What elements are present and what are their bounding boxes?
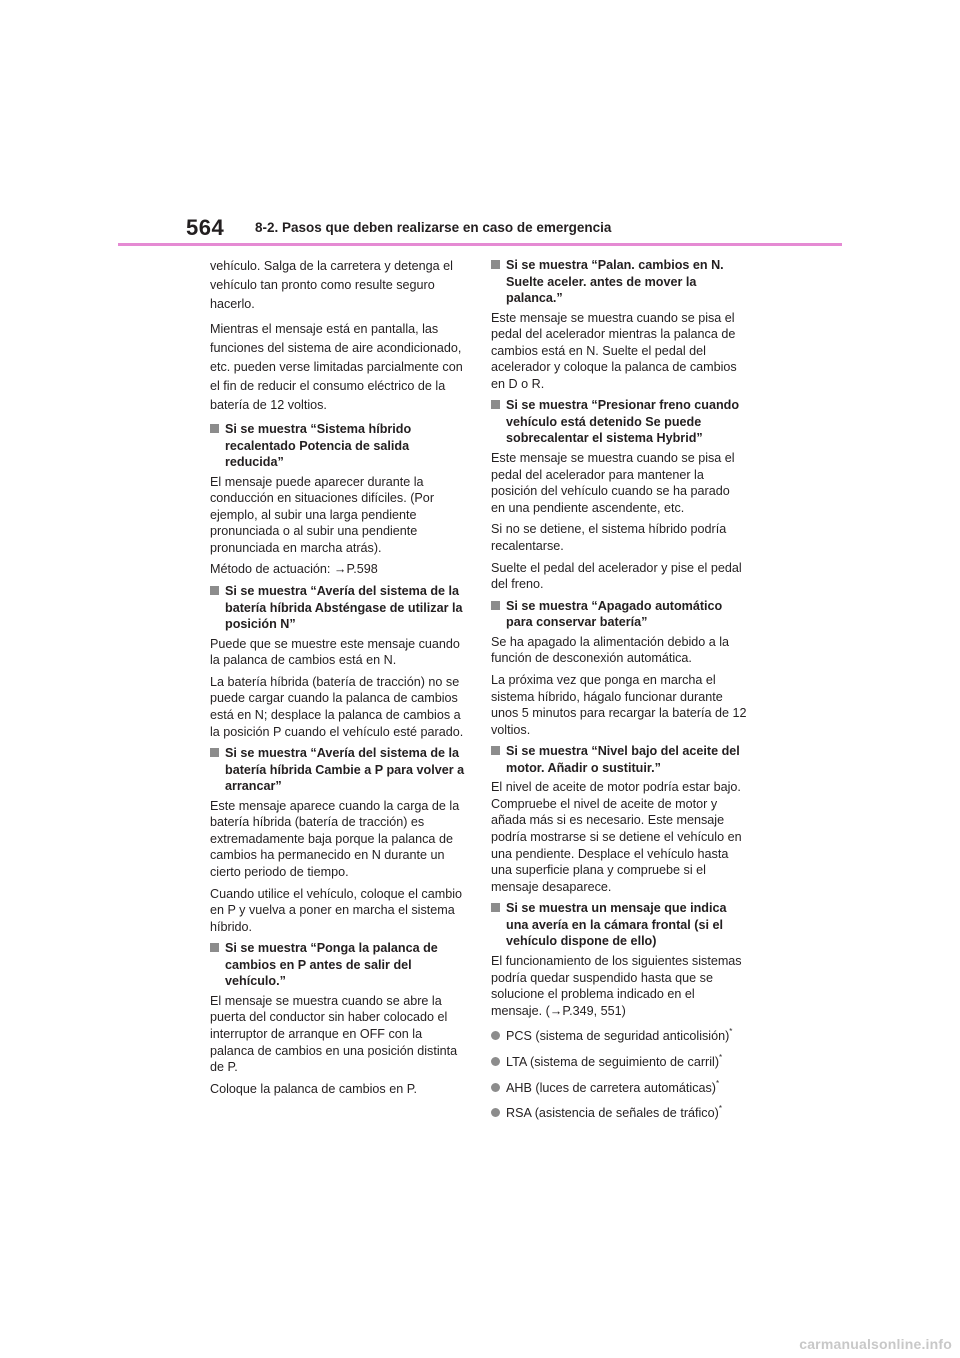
paragraph: Cuando utilice el vehículo, coloque el cambio en P y vuelva a poner en marcha el sistema híbrido. (210, 886, 463, 934)
section-shift-to-p (210, 940, 466, 1097)
footnote-mark: * (718, 1104, 722, 1114)
square-bullet-icon (210, 424, 219, 433)
section-heading: Si se muestra “Sistema híbrido recalentado Potencia de salida reducida” (210, 421, 466, 471)
section-low-oil (491, 743, 747, 895)
list-item: AHB (luces de carretera automáticas)* (491, 1080, 747, 1097)
list-item: RSA (asistencia de señales de tráfico)* (491, 1105, 747, 1122)
section-auto-power-off (491, 598, 747, 739)
paragraph: La próxima vez que ponga en marcha el sistema híbrido, hágalo funcionar durante unos 5 minutos para recargar la batería de 12 voltios. (491, 672, 747, 737)
square-bullet-icon (491, 260, 500, 269)
section-gear-n-accelerator (491, 257, 747, 392)
right-column (491, 257, 747, 1122)
square-bullet-icon (491, 903, 500, 912)
paragraph: Suelte el pedal del acelerador y pise el pedal del freno. (491, 560, 742, 592)
header-rule (118, 243, 842, 246)
circle-bullet-icon (491, 1031, 500, 1040)
section-title: 8-2. Pasos que deben realizarse en caso de emergencia (255, 220, 612, 235)
square-bullet-icon (491, 400, 500, 409)
paragraph: La batería híbrida (batería de tracción) no se puede cargar cuando la palanca de cambios está en N; desplace la palanca de cambios a la posición P cuando el vehículo esté parado. (210, 674, 464, 739)
section-heading: Si se muestra un mensaje que indica una avería en la cámara frontal (si el vehículo dispone de ello) (491, 900, 747, 950)
section-front-camera (491, 900, 747, 1019)
square-bullet-icon (210, 748, 219, 757)
circle-bullet-icon (491, 1057, 500, 1066)
section-heading: Si se muestra “Apagado automático para conservar batería” (491, 598, 747, 631)
footnote-mark: * (715, 1078, 720, 1088)
paragraph: Este mensaje se muestra cuando se pisa el pedal del acelerador mientras la palanca de cambios está en N. Suelte el pedal del acelerador y coloque la palanca de cambios en D o R. (491, 310, 737, 391)
square-bullet-icon (210, 943, 219, 952)
footnote-mark: * (719, 1052, 723, 1062)
section-hybrid-overheat (210, 421, 466, 578)
system-list (491, 1028, 747, 1121)
page-number: 564 (186, 215, 225, 240)
square-bullet-icon (491, 601, 500, 610)
paragraph: Mientras el mensaje está en pantalla, las funciones del sistema de aire acondicionado, etc. pueden verse limitadas parcialmente con el fin de reducir el consumo eléctrico de la batería de 12 voltios. (210, 322, 463, 412)
paragraph: Método de actuación: →P.598 (210, 562, 378, 577)
paragraph: El mensaje se muestra cuando se abre la puerta del conductor sin haber colocado el interruptor de arranque en OFF con la palanca de cambios en una posición distinta de P. (210, 993, 458, 1075)
paragraph: Este mensaje aparece cuando la carga de la batería híbrida (batería de tracción) es extremadamente baja porque la palanca de cambios ha permanecido en N durante un cierto periodo de tiempo. (210, 798, 460, 879)
left-column (210, 257, 466, 1102)
paragraph: Este mensaje se muestra cuando se pisa el pedal del acelerador para mantener la posición del vehículo cuando se ha parado en una pendiente ascendente, etc. (491, 450, 735, 515)
section-press-brake (491, 397, 747, 592)
paragraph: El funcionamiento de los siguientes sistemas podría quedar suspendido hasta que se solucione el problema indicado en el mensaje. (→P.349, 551) (491, 953, 742, 1018)
section-heading: Si se muestra “Avería del sistema de la batería híbrida Cambie a P para volver a arrancar” (210, 745, 466, 795)
square-bullet-icon (491, 746, 500, 755)
paragraph: El mensaje puede aparecer durante la conducción en situaciones difíciles. (Por ejemplo, al subir una larga pendiente pronunciada o al subir una pendiente pronunciada en marcha atrás). (210, 474, 435, 555)
square-bullet-icon (210, 586, 219, 595)
circle-bullet-icon (491, 1083, 500, 1092)
section-battery-fault-n (210, 583, 466, 740)
paragraph: vehículo. Salga de la carretera y detenga el vehículo tan pronto como resulte seguro hacerlo. (210, 259, 453, 311)
section-battery-fault-p (210, 745, 466, 935)
section-heading: Si se muestra “Avería del sistema de la batería híbrida Absténgase de utilizar la posición N” (210, 583, 466, 633)
paragraph: Si no se detiene, el sistema híbrido podría recalentarse. (491, 522, 727, 553)
paragraph: El nivel de aceite de motor podría estar bajo. Compruebe el nivel de aceite de motor y añada más si es necesario. Este mensaje podría mostrarse si se detiene el vehículo en una pendiente. Desplace el vehículo hasta una superficie plana y compruebe si el mensaje desaparece. (491, 780, 742, 894)
list-item: PCS (sistema de seguridad anticolisión)* (491, 1028, 747, 1045)
footer-watermark: carmanualsonline.info (799, 1336, 952, 1352)
section-heading: Si se muestra “Presionar freno cuando vehículo está detenido Se puede sobrecalentar el sistema Hybrid” (491, 397, 747, 447)
section-heading: Si se muestra “Nivel bajo del aceite del motor. Añadir o sustituir.” (491, 743, 747, 776)
paragraph: Puede que se muestre este mensaje cuando la palanca de cambios está en N. (210, 636, 460, 668)
paragraph: Coloque la palanca de cambios en P. (210, 1081, 418, 1096)
paragraph: Se ha apagado la alimentación debido a la función de desconexión automática. (491, 634, 730, 666)
list-item: LTA (sistema de seguimiento de carril)* (491, 1054, 747, 1071)
circle-bullet-icon (491, 1108, 500, 1117)
section-heading: Si se muestra “Palan. cambios en N. Suelte aceler. antes de mover la palanca.” (491, 257, 747, 307)
section-heading: Si se muestra “Ponga la palanca de cambios en P antes de salir del vehículo.” (210, 940, 466, 990)
footnote-mark: * (729, 1027, 733, 1037)
intro-text (210, 257, 466, 415)
